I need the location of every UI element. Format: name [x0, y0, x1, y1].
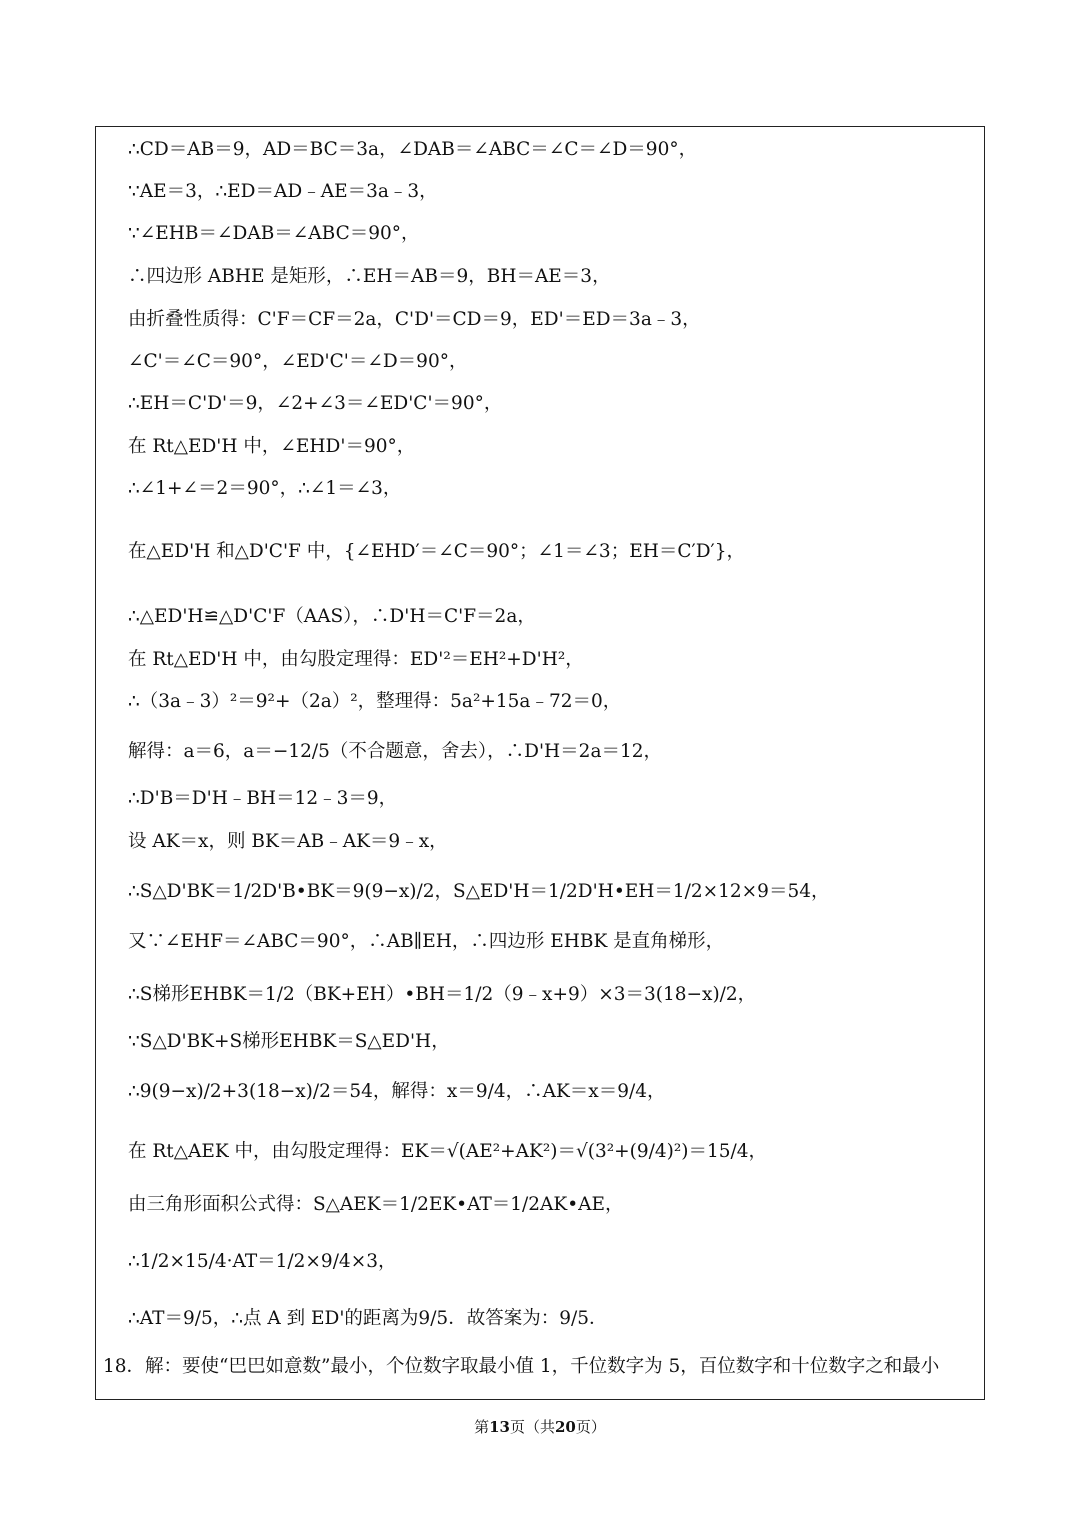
text-line: ∴CD＝AB＝9，AD＝BC＝3a，∠DAB＝∠ABC＝∠C＝∠D＝90°， [128, 139, 698, 160]
page-footer [0, 1417, 1080, 1437]
text-line: ∴四边形 ABHE 是矩形，∴EH＝AB＝9，BH＝AE＝3， [128, 266, 611, 287]
text-line: 在△ED'H 和△D'C'F 中，{∠EHD′＝∠C＝90°；∠1＝∠3；EH＝C′D′}， [128, 541, 745, 562]
text-line: 18．解：要使“巴巴如意数”最小，个位数字取最小值 1，千位数字为 5，百位数字和十位数字之和最小 [103, 1356, 940, 1377]
text-line: 在 Rt△ED'H 中，∠EHD'＝90°， [128, 436, 416, 457]
text-line: ∴（3a﹣3）²＝9²+（2a）²，整理得：5a²+15a﹣72＝0， [128, 691, 622, 712]
text-line: ∵AE＝3，∴ED＝AD﹣AE＝3a﹣3， [128, 181, 438, 202]
text-line: 在 Rt△ED'H 中，由勾股定理得：ED'²＝EH²+D'H²， [128, 649, 584, 670]
footer-suffix: 页） [575, 1418, 606, 1436]
text-line: 又∵∠EHF＝∠ABC＝90°，∴AB∥EH，∴四边形 EHBK 是直角梯形， [128, 931, 725, 952]
text-line: ∴EH＝C'D'＝9，∠2+∠3＝∠ED'C'＝90°， [128, 393, 503, 414]
text-line: ∴S梯形EHBK＝1/2（BK+EH）•BH＝1/2（9﹣x+9）×3＝3(18−x)/2， [128, 984, 757, 1005]
text-line: 设 AK＝x，则 BK＝AB﹣AK＝9﹣x， [128, 831, 448, 852]
text-line: ∴D'B＝D'H﹣BH＝12﹣3＝9， [128, 788, 398, 809]
text-line: ∴∠1+∠＝2＝90°，∴∠1＝∠3， [128, 478, 402, 499]
text-line: ∴AT＝9/5，∴点 A 到 ED'的距离为9/5．故答案为：9/5． [128, 1308, 608, 1329]
text-line: ∴S△D'BK＝1/2D'B•BK＝9(9−x)/2，S△ED'H＝1/2D'H•EH＝1/2×12×9＝54， [128, 881, 830, 902]
text-line: ∴1/2×15/4·AT＝1/2×9/4×3， [128, 1251, 397, 1272]
text-line: ∴9(9−x)/2+3(18−x)/2＝54，解得：x＝9/4，∴AK＝x＝9/4， [128, 1081, 666, 1102]
text-line: 由折叠性质得：C'F＝CF＝2a，C'D'＝CD＝9，ED'＝ED＝3a﹣3， [128, 309, 701, 330]
text-line: 解得：a＝6，a＝−12/5（不合题意，舍去），∴D'H＝2a＝12， [128, 741, 663, 762]
footer-prefix: 第 [474, 1418, 490, 1436]
text-line: ∴△ED'H≌△D'C'F（AAS），∴D'H＝C'F＝2a， [128, 606, 536, 627]
text-line: ∠C'＝∠C＝90°，∠ED'C'＝∠D＝90°， [128, 351, 468, 372]
text-line: ∵∠EHB＝∠DAB＝∠ABC＝90°， [128, 223, 420, 244]
footer-page-number: 13 [489, 1418, 510, 1436]
text-line: 在 Rt△AEK 中，由勾股定理得：EK＝√(AE²+AK²)＝√(3²+(9/4)²)＝15/4， [128, 1141, 768, 1162]
footer-mid: 页（共 [509, 1418, 555, 1436]
text-line: ∵S△D'BK+S梯形EHBK＝S△ED'H， [128, 1031, 450, 1052]
text-line: 由三角形面积公式得：S△AEK＝1/2EK•AT＝1/2AK•AE， [128, 1194, 624, 1215]
footer-total-pages: 20 [555, 1418, 576, 1436]
